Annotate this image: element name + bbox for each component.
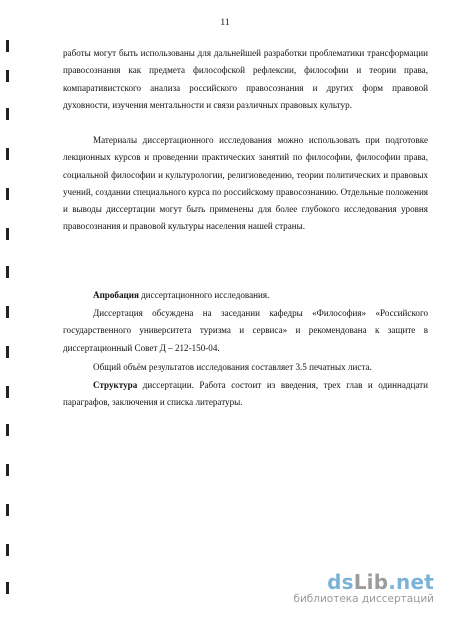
binding-mark <box>6 108 9 120</box>
dslib-logo: dsLib.net <box>327 570 434 594</box>
dslib-caption: библиотека диссертаций <box>293 593 434 605</box>
binding-mark <box>6 424 9 436</box>
body-text <box>63 132 428 236</box>
dslib-watermark <box>293 571 434 605</box>
approbation-text: диссертационного исследования. <box>138 290 270 300</box>
body-text <box>63 377 428 412</box>
body-text <box>63 45 428 114</box>
binding-mark <box>6 386 9 398</box>
paragraph-volume: Общий объём результатов исследования составляет 3.5 печатных листа. <box>93 362 372 372</box>
binding-mark <box>6 306 9 318</box>
binding-mark <box>6 504 9 516</box>
body-text <box>63 287 428 304</box>
binding-marks <box>6 0 12 619</box>
paragraph-discussion: Диссертация обсуждена на заседании кафедры «Философия» «Российского государственного университета туризма и сервиса» и рекомендована к защите в диссертационный Совет Д – 212-150-04. <box>63 308 428 353</box>
body-text <box>63 305 428 357</box>
binding-mark <box>6 266 9 278</box>
body-text <box>63 359 428 376</box>
binding-mark <box>6 70 9 82</box>
binding-mark <box>6 346 9 358</box>
binding-mark <box>6 188 9 200</box>
structure-heading: Структура <box>93 380 138 390</box>
approbation-heading: Апробация <box>93 290 139 300</box>
binding-mark <box>6 40 9 52</box>
page-number: 11 <box>220 18 230 28</box>
binding-mark <box>6 464 9 476</box>
binding-mark <box>6 582 9 594</box>
binding-mark <box>6 544 9 556</box>
structure-text: диссертации. Работа состоит из введения, трех глав и одиннадцати параграфов, заключения и списка литературы. <box>63 380 428 408</box>
paragraph-materials: Материалы диссертационного исследования можно использовать при подготовке лекционных курсов и проведении практических занятий по философии, философии права, социальной философии и культурологии, религиоведению, теории политических и правовых учений, создании специального курса по российскому правосознанию. Отдельные положения и выводы диссертации могут быть применены для более глубокого исследования уровня правосознания и правовой культуры населения нашей страны. <box>63 135 428 232</box>
paragraph-approbation <box>63 287 428 304</box>
paragraph-structure <box>63 377 428 412</box>
binding-mark <box>6 228 9 240</box>
paragraph-continuation: работы могут быть использованы для дальнейшей разработки проблематики трансформации правосознания как предмета философской рефлексии, философии и теории права, компаративистского анализа российского правосознания и других форм правовой духовности, изучения ментальности и связи различных правовых культур. <box>63 48 428 110</box>
binding-mark <box>6 148 9 160</box>
